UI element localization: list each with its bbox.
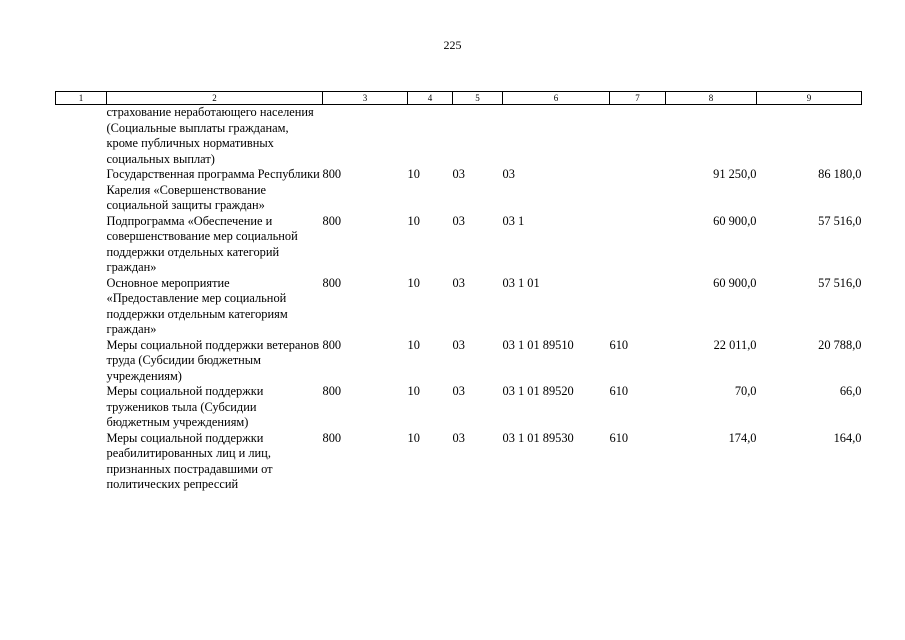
cell-section: 10: [407, 213, 420, 228]
cell-amount-2: 164,0: [833, 430, 862, 445]
cell-amount-2: [757, 105, 862, 168]
cell-amount-1: 22 011,0: [713, 337, 757, 352]
cell-subsection: 03: [452, 384, 465, 398]
cell-name: Меры социальной поддержки реабилитированных лиц и лиц, признанных пострадавшими от политических репрессий: [106, 430, 273, 491]
cell-section: 10: [407, 430, 420, 445]
cell-section: 10: [407, 384, 420, 398]
cell-empty: [56, 276, 107, 338]
cell-subsection: [453, 105, 503, 168]
page-number: 225: [443, 38, 462, 52]
cell-expense-type: 610: [609, 430, 629, 445]
cell-amount-2: 57 516,0: [818, 275, 862, 290]
cell-empty: [56, 384, 107, 431]
cell-section: 10: [407, 337, 420, 352]
header-cell: 7: [610, 92, 666, 105]
cell-empty: [56, 431, 107, 493]
cell-name: Меры социальной поддержки ветеранов труда (Субсидии бюджетным учреждениям): [106, 337, 320, 383]
cell-amount-1: 174,0: [728, 430, 757, 445]
cell-expense-type: [610, 105, 666, 168]
cell-amount-1: 60 900,0: [713, 275, 757, 290]
cell-empty: [56, 167, 107, 214]
cell-expense-type: 610: [609, 384, 629, 398]
header-cell: 4: [408, 92, 453, 105]
table-row: [56, 214, 862, 276]
cell-expense-type: [610, 276, 666, 338]
cell-expense-type: 610: [609, 337, 629, 352]
cell-name: Меры социальной поддержки тружеников тыла (Субсидии бюджетным учреждениям): [106, 384, 264, 429]
cell-name: Подпрограмма «Обеспечение и совершенствование мер социальной поддержки отдельных категорий граждан»: [106, 213, 298, 274]
header-cell: 5: [453, 92, 503, 105]
cell-subsection: 03: [452, 167, 465, 181]
table-row: [56, 431, 862, 493]
header-cell: 3: [323, 92, 408, 105]
cell-target-article: 03 1 01 89530: [502, 430, 574, 445]
cell-name: Основное мероприятие «Предоставление мер социальной поддержки отдельным категориям граждан»: [106, 275, 288, 336]
cell-amount-2: 57 516,0: [818, 213, 862, 228]
cell-empty: [56, 214, 107, 276]
cell-expense-type: [610, 214, 666, 276]
cell-ministry: [323, 105, 408, 168]
cell-amount-2: 86 180,0: [818, 167, 862, 181]
cell-amount-2: 20 788,0: [818, 337, 862, 352]
cell-amount-1: 91 250,0: [713, 167, 757, 181]
cell-section: 10: [407, 167, 420, 181]
cell-amount-1: 60 900,0: [713, 213, 757, 228]
table-row: [56, 276, 862, 338]
header-cell: 1: [56, 92, 107, 105]
cell-name: Государственная программа Республики Карелия «Совершенствование социальной защиты граждан»: [106, 167, 320, 212]
cell-empty: [56, 105, 107, 168]
cell-subsection: 03: [452, 430, 465, 445]
cell-target-article: 03 1 01: [502, 275, 540, 290]
header-cell: 6: [503, 92, 610, 105]
cell-amount-1: [666, 105, 757, 168]
cell-name: страхование неработающего населения (Социальные выплаты гражданам, кроме публичных нормативных социальных выплат): [106, 105, 314, 166]
cell-section: [408, 105, 453, 168]
cell-target-article: 03 1 01 89520: [502, 384, 574, 398]
cell-subsection: 03: [452, 337, 465, 352]
cell-target-article: 03 1: [502, 213, 525, 228]
cell-section: 10: [407, 275, 420, 290]
budget-table: [55, 91, 862, 493]
cell-subsection: 03: [452, 213, 465, 228]
table-row: [56, 105, 862, 168]
cell-ministry: 800: [322, 213, 342, 228]
cell-ministry: 800: [322, 275, 342, 290]
cell-target-article: [503, 105, 610, 168]
cell-ministry: 800: [322, 337, 342, 352]
table-row: [56, 384, 862, 431]
cell-ministry: 800: [322, 384, 342, 398]
cell-amount-1: 70,0: [734, 384, 757, 398]
cell-ministry: 800: [322, 167, 342, 181]
cell-expense-type: [610, 167, 666, 214]
cell-target-article: 03 1 01 89510: [502, 337, 574, 352]
header-cell: 8: [666, 92, 757, 105]
cell-subsection: 03: [452, 275, 465, 290]
header-cell: 9: [757, 92, 862, 105]
header-cell: 2: [107, 92, 323, 105]
column-number-header: [56, 92, 862, 105]
cell-amount-2: 66,0: [839, 384, 862, 398]
table-row: [56, 338, 862, 385]
table-row: [56, 167, 862, 214]
cell-empty: [56, 338, 107, 385]
cell-target-article: 03: [502, 167, 515, 181]
cell-ministry: 800: [322, 430, 342, 445]
